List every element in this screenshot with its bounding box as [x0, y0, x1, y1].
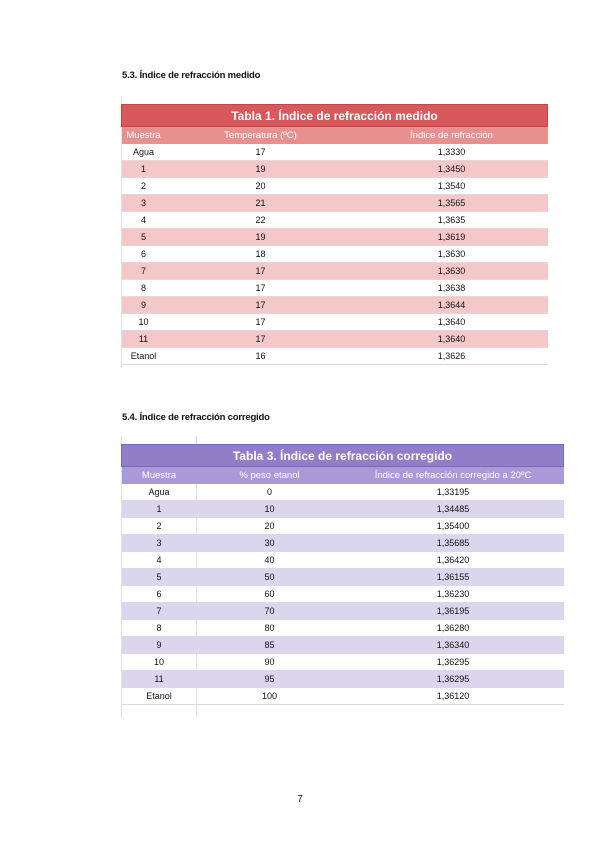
cell-muestra: 9 [122, 637, 197, 654]
cell-peso-etanol: 95 [197, 671, 343, 688]
cell-indice-corregido: 1,36230 [343, 586, 564, 603]
table-row [122, 280, 548, 297]
cell-indice: 1,3450 [356, 161, 548, 178]
cell-temperatura: 19 [166, 229, 356, 246]
cell-indice: 1,3565 [356, 195, 548, 212]
table-row [122, 178, 548, 195]
cell-muestra: 10 [122, 314, 166, 331]
cell-indice-corregido: 1,36195 [343, 603, 564, 620]
cell-peso-etanol: 90 [197, 654, 343, 671]
cell-indice: 1,3640 [356, 314, 548, 331]
cell-peso-etanol: 10 [197, 501, 343, 518]
cell-muestra: 2 [122, 178, 166, 195]
cell-indice: 1,3330 [356, 144, 548, 161]
cell-muestra: 1 [122, 501, 197, 518]
cell-muestra: 4 [122, 212, 166, 229]
table-row [122, 246, 548, 263]
cell-indice-corregido: 1,35400 [343, 518, 564, 535]
cell-temperatura: 17 [166, 331, 356, 348]
cell-peso-etanol: 70 [197, 603, 343, 620]
cell-indice: 1,3626 [356, 348, 548, 365]
table-row [122, 314, 548, 331]
cell-indice-corregido: 1,34485 [343, 501, 564, 518]
cell-muestra: 8 [122, 280, 166, 297]
cell-indice: 1,3630 [356, 263, 548, 280]
cell-muestra: 11 [122, 331, 166, 348]
cell-temperatura: 19 [166, 161, 356, 178]
cell-muestra: 1 [122, 161, 166, 178]
cell-peso-etanol: 20 [197, 518, 343, 535]
cell-temperatura: 18 [166, 246, 356, 263]
cell-peso-etanol: 50 [197, 569, 343, 586]
cell-peso-etanol: 80 [197, 620, 343, 637]
cell-indice: 1,3619 [356, 229, 548, 246]
table-row [122, 586, 564, 603]
cell-temperatura: 17 [166, 314, 356, 331]
table-row [122, 484, 564, 501]
section-heading-corrected: 5.4. Índice de refracción corregido [122, 412, 270, 423]
table-row [122, 229, 548, 246]
table-row [122, 144, 548, 161]
cell-temperatura: 21 [166, 195, 356, 212]
column-header-temperatura: Temperatura (ºC) [166, 127, 356, 145]
cell-indice-corregido: 1,33195 [343, 484, 564, 501]
cell-indice-corregido: 1,36295 [343, 654, 564, 671]
cell-muestra: 7 [122, 263, 166, 280]
table-row [122, 212, 548, 229]
table-row [122, 501, 564, 518]
column-header-peso-etanol: % peso etanol [197, 467, 343, 485]
cell-indice: 1,3640 [356, 331, 548, 348]
cell-peso-etanol: 85 [197, 637, 343, 654]
cell-muestra: 5 [122, 229, 166, 246]
table-row [122, 331, 548, 348]
cell-muestra: 10 [122, 654, 197, 671]
table-row [122, 297, 548, 314]
cell-indice: 1,3635 [356, 212, 548, 229]
cell-peso-etanol: 40 [197, 552, 343, 569]
cell-indice: 1,3630 [356, 246, 548, 263]
column-header-muestra: Muestra [122, 467, 197, 485]
cell-temperatura: 22 [166, 212, 356, 229]
cell-indice-corregido: 1,35685 [343, 535, 564, 552]
cell-muestra: 3 [122, 195, 166, 212]
table-row [122, 348, 548, 365]
table-title: Tabla 3. Índice de refracción corregido [122, 445, 564, 467]
cell-temperatura: 17 [166, 297, 356, 314]
table-row [122, 620, 564, 637]
cell-muestra: 6 [122, 246, 166, 263]
column-header-muestra: Muestra [122, 127, 166, 145]
cell-indice: 1,3638 [356, 280, 548, 297]
cell-muestra: Agua [122, 484, 197, 501]
table-row [122, 637, 564, 654]
column-header-indice: Índice de refracción [356, 127, 548, 145]
cell-indice-corregido: 1,36120 [343, 688, 564, 705]
table-title: Tabla 1. Índice de refracción medido [122, 105, 548, 127]
cell-indice-corregido: 1,36280 [343, 620, 564, 637]
cell-muestra: 5 [122, 569, 197, 586]
table-row [122, 671, 564, 688]
table-row [122, 654, 564, 671]
cell-temperatura: 20 [166, 178, 356, 195]
table-row [122, 569, 564, 586]
table-row [122, 535, 564, 552]
cell-muestra: 3 [122, 535, 197, 552]
cell-muestra: Agua [122, 144, 166, 161]
section-heading-measured: 5.3. Índice de refracción medido [122, 70, 261, 81]
cell-indice-corregido: 1,36155 [343, 569, 564, 586]
cell-temperatura: 17 [166, 280, 356, 297]
table-row [122, 688, 564, 705]
cell-muestra: 2 [122, 518, 197, 535]
table-row [122, 195, 548, 212]
cell-muestra: Etanol [122, 348, 166, 365]
column-header-indice-corregido: Índice de refracción corregido a 20ºC [343, 467, 564, 485]
table-row [122, 518, 564, 535]
cell-indice-corregido: 1,36420 [343, 552, 564, 569]
page-number: 7 [297, 794, 303, 805]
cell-temperatura: 17 [166, 263, 356, 280]
cell-muestra: Etanol [122, 688, 197, 705]
cell-temperatura: 17 [166, 144, 356, 161]
cell-muestra: 7 [122, 603, 197, 620]
cell-muestra: 8 [122, 620, 197, 637]
table-row [122, 552, 564, 569]
cell-indice: 1,3644 [356, 297, 548, 314]
table-corrected-refraction [121, 444, 564, 705]
table-row [122, 161, 548, 178]
cell-indice: 1,3540 [356, 178, 548, 195]
cell-muestra: 9 [122, 297, 166, 314]
table-row [122, 603, 564, 620]
cell-peso-etanol: 100 [197, 688, 343, 705]
cell-muestra: 4 [122, 552, 197, 569]
table-measured-refraction [121, 104, 548, 365]
cell-temperatura: 16 [166, 348, 356, 365]
cell-indice-corregido: 1,36295 [343, 671, 564, 688]
cell-muestra: 11 [122, 671, 197, 688]
cell-peso-etanol: 60 [197, 586, 343, 603]
cell-peso-etanol: 0 [197, 484, 343, 501]
cell-peso-etanol: 30 [197, 535, 343, 552]
cell-indice-corregido: 1,36340 [343, 637, 564, 654]
cell-muestra: 6 [122, 586, 197, 603]
table-row [122, 263, 548, 280]
